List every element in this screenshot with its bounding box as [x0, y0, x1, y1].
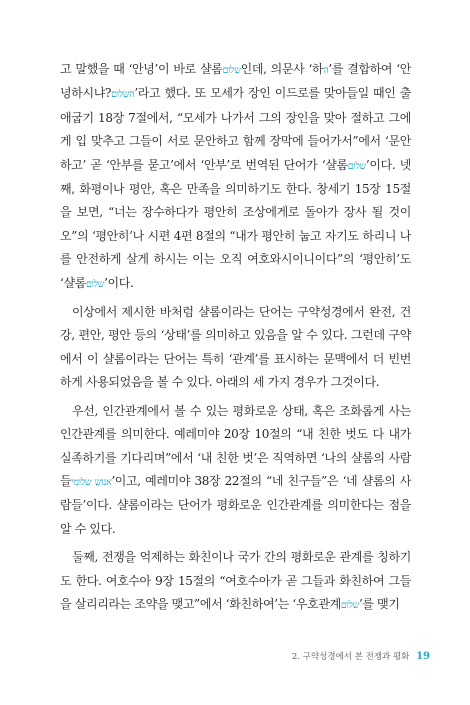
text-run: ’라고 했다. 또 모세가 장인 이드로를 맞아들일 때인 출애굽기 18장 7절에서, “모세가 나가서 그의 장인을 맞아 절하고 그에게 입 맞추고 그들이 서로 문안하고 함께 장막에 들어가서”에서 ‘문안하고’ 곧 ‘안부를 묻고’에서 ‘안부’로 번역된 단어가 ‘샬롬	[60, 86, 411, 172]
hebrew-word: שלום	[347, 160, 366, 172]
hebrew-word: שלום	[222, 65, 241, 76]
text-run: 우선, 인간관계에서 볼 수 있는 평화로운 상태, 혹은 조화롭게 사는 인간관계를 의미한다. 예레미야 20장 10절의 “내 친한 벗도 다 내가 실족하기를 기다리며”에서 ‘내 친한 벗’은 직역하면 ‘나의 샬롬의 사람들	[60, 403, 411, 488]
paragraph	[60, 546, 411, 617]
text-run: ’를 맺기	[358, 596, 400, 611]
text-run: ’이다. 넷째, 화평이나 평안, 혹은 만족을 의미하기도 한다. 창세기 15장 15절을 보면, “너는 장수하다가 평안히 조상에게로 돌아가 장사 될 것이오”의 ‘평안히’나 시편 4편 8절의 “내가 평안히 눕고 자기도 하리니 나를 안전하게 살게 하시는 이는 오직 여호와시이니이다”의 ‘평안히’도 ‘샬롬	[60, 157, 411, 290]
hebrew-word: שלום	[340, 599, 359, 611]
paragraph	[60, 301, 411, 395]
page-footer	[292, 650, 430, 662]
hebrew-word: השלום	[111, 89, 135, 101]
text-run: 고 말했을 때 ‘안녕’이 바로 샬롬	[60, 62, 223, 76]
hebrew-word: ה	[323, 65, 329, 76]
text-run: 이상에서 제시한 바처럼 샬롬이라는 단어는 구약성경에서 완전, 건강, 편안, 평안 등의 ‘상태’를 의미하고 있음을 알 수 있다. 그런데 구약에서 이 샬롬이라는 단어는 특히 ‘관계’를 표시하는 문맥에서 더 빈번하게 사용되었음을 볼 수 있다. 아래의 세 가지 경우가 그것이다.	[60, 305, 411, 390]
body-text	[60, 58, 411, 617]
text-run: ’를 결합하여 ‘안녕하시냐?	[60, 62, 412, 101]
text-run: 둘째, 전쟁을 억제하는 화친이나 국가 간의 평화로운 관계를 칭하기도 한다. 여호수아 9장 15절의 “여호수아가 곧 그들과 화친하여 그들을 살리리라는 조약을 맺고”에서 ‘화친하여’는 ‘우호관계	[60, 550, 411, 611]
hebrew-word: שלום	[85, 278, 105, 290]
paragraph	[60, 58, 411, 296]
running-head: 2. 구약성경에서 본 전쟁과 평화	[291, 652, 410, 662]
page-number: 19	[416, 651, 430, 662]
hebrew-word: אנוש שלומי	[71, 476, 112, 488]
text-run: ’이다.	[104, 275, 134, 290]
text-run: ’이고, 예레미야 38장 22절의 “네 친구들”은 ‘네 샬롬의 사람들’이다. 샬롬이라는 단어가 평화로운 인간관계를 의미한다는 점을 알 수 있다.	[60, 473, 411, 536]
paragraph	[60, 400, 411, 541]
text-run: 인데, 의문사 ‘하	[240, 62, 324, 76]
